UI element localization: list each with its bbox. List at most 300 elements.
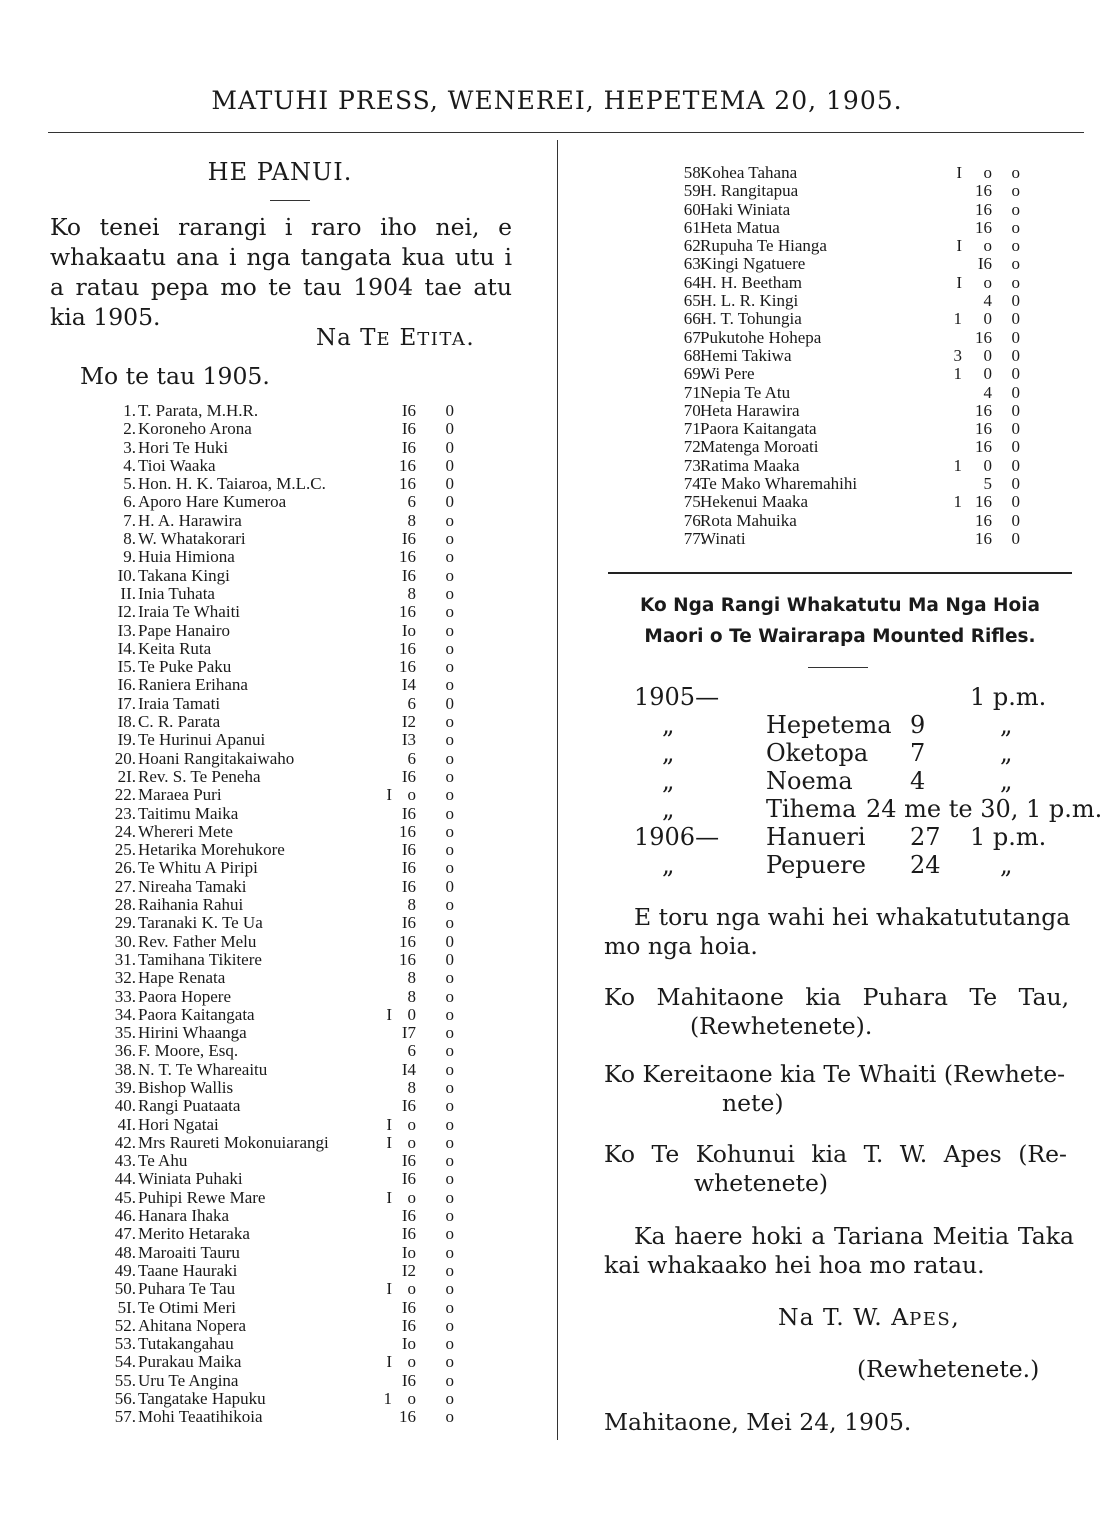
amount-shillings: I7 [401, 1023, 416, 1043]
subscriber-list-left [80, 402, 480, 1427]
amount-pence: o [1011, 163, 1020, 182]
schedule-day: 24 [910, 851, 941, 879]
list-item [80, 420, 480, 438]
amount-shillings: 0 [983, 455, 992, 475]
amount-pence: o [445, 1059, 454, 1079]
subscriber-name: Hon. H. K. Taiaroa, M.L.C. [138, 474, 326, 494]
list-item [620, 365, 1030, 383]
schedule-time: „ [1000, 767, 1013, 795]
list-item [80, 585, 480, 603]
list-item [80, 878, 480, 896]
amount-pence: o [445, 1334, 454, 1354]
amount-pence: 0 [445, 693, 454, 713]
amount-pence: o [445, 1004, 454, 1024]
subscriber-name: C. R. Parata [138, 712, 221, 732]
amount-shillings: I6 [401, 1370, 416, 1390]
sig-prefix: Na [316, 325, 352, 351]
amount-pence: o [1011, 254, 1020, 274]
amount-pence: o [445, 1023, 454, 1043]
amount-shillings: 5 [983, 474, 992, 494]
entry-number: 29. [114, 913, 136, 933]
amount-shillings: 16 [975, 199, 992, 219]
list-item [80, 475, 480, 493]
subscriber-name: Takana Kingi [138, 565, 230, 585]
schedule-day: 24 me te 30, 1 p.m. [866, 795, 1103, 823]
place-kohunui-line1: Ko Te Kohunui kia T. W. Apes (Re- [604, 1140, 1067, 1168]
subscriber-name: Te Otimi Meri [138, 1297, 236, 1317]
amount-pence: o [445, 1279, 454, 1299]
list-item [80, 1097, 480, 1115]
amount-shillings: I6 [401, 1151, 416, 1171]
amount-pence: 0 [445, 931, 454, 951]
amount-shillings: o [407, 1279, 416, 1299]
amount-pence: o [445, 858, 454, 878]
list-item [80, 1152, 480, 1170]
subscriber-name: Huia Himiona [138, 547, 235, 567]
amount-shillings: I4 [401, 1059, 416, 1079]
entry-number: II. [120, 583, 136, 603]
amount-pence: 0 [1011, 528, 1020, 548]
apes-sig-end: , [951, 1303, 960, 1331]
subscriber-name: Koroneho Arona [138, 419, 252, 439]
amount-pence: 0 [445, 492, 454, 512]
subscriber-name: Iraia Tamati [138, 693, 221, 713]
schedule-year: „ [662, 795, 675, 823]
sig-end: . [466, 325, 475, 351]
amount-pounds: 1 [383, 1389, 392, 1409]
amount-shillings: I6 [401, 840, 416, 860]
amount-pence: o [445, 638, 454, 658]
amount-shillings: 16 [399, 931, 416, 951]
list-item [80, 1042, 480, 1060]
editor-signature [316, 325, 475, 351]
subscriber-name: Winiata Puhaki [138, 1169, 243, 1189]
list-item [620, 292, 1030, 310]
dateline: Mahitaone, Mei 24, 1905. [604, 1408, 912, 1436]
schedule-day: 27 [910, 823, 941, 851]
amount-pence: 0 [1011, 400, 1020, 420]
amount-pence: o [445, 1260, 454, 1280]
amount-pounds: 3 [953, 345, 962, 365]
amount-shillings: 16 [975, 510, 992, 530]
list-item [620, 164, 1030, 182]
subscriber-name: H. T. Tohungia [700, 309, 802, 329]
amount-pence: 0 [445, 876, 454, 896]
subscriber-name: Bishop Wallis [138, 1077, 234, 1097]
entry-number: 6. [123, 492, 136, 512]
amount-pence: o [1011, 181, 1020, 201]
entry-number: 27. [114, 876, 136, 896]
amount-shillings: I2 [401, 712, 416, 732]
schedule-time: 1 p.m. [970, 683, 1047, 711]
entry-number: I2. [117, 602, 136, 622]
entry-number: I9. [117, 730, 136, 750]
list-item [620, 512, 1030, 530]
entry-number: 60. [683, 199, 705, 219]
subscriber-name: Taitimu Maika [138, 803, 239, 823]
amount-pence: o [445, 1389, 454, 1409]
subscriber-name: Rev. Father Melu [138, 931, 257, 951]
amount-pounds: I [386, 1279, 392, 1299]
list-item [620, 347, 1030, 365]
subscriber-name: Rota Mahuika [700, 510, 797, 530]
subscriber-name: Paora Hopere [138, 986, 231, 1006]
subscriber-name: N. T. Te Whareaitu [138, 1059, 268, 1079]
subscriber-name: Tioi Waaka [138, 455, 216, 475]
amount-shillings: 16 [975, 400, 992, 420]
entry-number: 1. [123, 401, 136, 420]
amount-shillings: o [407, 1114, 416, 1134]
subscriber-name: H. L. R. Kingi [700, 291, 799, 311]
amount-shillings: 8 [407, 968, 416, 988]
list-item [80, 786, 480, 804]
amount-shillings: I6 [977, 254, 992, 274]
place-kohunui [604, 1140, 1074, 1198]
list-item [620, 310, 1030, 328]
list-item [80, 1372, 480, 1390]
amount-pence: 0 [1011, 345, 1020, 365]
entry-number: 62. [683, 236, 705, 256]
entry-number: 47. [114, 1224, 136, 1244]
entry-number: 72. [683, 437, 705, 457]
year-heading: Mo te tau 1905. [80, 362, 270, 390]
amount-shillings: 16 [399, 949, 416, 969]
place-mahitaone-line1: Ko Mahitaone kia Puhara Te Tau, [604, 983, 1070, 1011]
list-item [620, 402, 1030, 420]
amount-pounds: 1 [953, 455, 962, 475]
schedule-time: „ [1000, 851, 1013, 879]
amount-pence: o [445, 1407, 454, 1427]
subscriber-name: Raihania Rahui [138, 895, 244, 915]
amount-shillings: 6 [407, 1041, 416, 1061]
subscriber-name: Te Puke Paku [138, 657, 232, 677]
entry-number: 4I. [117, 1114, 136, 1134]
entry-number: I4. [117, 638, 136, 658]
amount-shillings: I6 [401, 1096, 416, 1116]
amount-shillings: 16 [975, 528, 992, 548]
list-item [80, 713, 480, 731]
amount-shillings: I6 [401, 419, 416, 439]
entry-number: 34. [114, 1004, 136, 1024]
subscriber-name: Purakau Maika [138, 1352, 242, 1372]
amount-shillings: I6 [401, 876, 416, 896]
list-item [80, 1335, 480, 1353]
amount-shillings: 16 [975, 492, 992, 512]
amount-shillings: Io [401, 1334, 416, 1354]
amount-pence: o [1011, 217, 1020, 237]
subscriber-name: T. Parata, M.H.R. [138, 401, 259, 420]
amount-shillings: I6 [401, 913, 416, 933]
amount-pence: o [445, 785, 454, 805]
subscriber-name: Mrs Raureti Mokonuiarangi [138, 1132, 329, 1152]
amount-pence: o [445, 840, 454, 860]
apes-sig-small: PES [909, 1309, 952, 1330]
amount-shillings: 8 [407, 986, 416, 1006]
amount-pence: o [445, 913, 454, 933]
list-item [80, 933, 480, 951]
entry-number: 28. [114, 895, 136, 915]
subscriber-name: Raniera Erihana [138, 675, 248, 695]
list-item [620, 438, 1030, 456]
amount-pence: 0 [445, 419, 454, 439]
list-item [80, 457, 480, 475]
subscriber-name: H. Rangitapua [700, 181, 799, 201]
subscriber-name: Rangi Puataata [138, 1096, 241, 1116]
subscriber-name: Hekenui Maaka [700, 492, 809, 512]
subscriber-name: Hoani Rangitakaiwaho [138, 748, 295, 768]
entry-number: 59. [683, 181, 705, 201]
amount-pence: o [445, 657, 454, 677]
list-item [80, 1317, 480, 1335]
amount-shillings: 16 [975, 327, 992, 347]
list-item [620, 201, 1030, 219]
subscriber-name: Paora Kaitangata [700, 419, 817, 439]
entry-number: 58. [683, 163, 705, 182]
amount-pence: o [445, 730, 454, 750]
amount-pence: o [445, 1096, 454, 1116]
amount-pounds: I [386, 1352, 392, 1372]
entry-number: 71. [683, 419, 705, 439]
subscriber-name: Wi Pere [700, 364, 755, 384]
subscriber-name: Aporo Hare Kumeroa [138, 492, 287, 512]
list-item [80, 1225, 480, 1243]
amount-pounds: I [386, 1132, 392, 1152]
amount-pence: o [445, 620, 454, 640]
list-item [80, 914, 480, 932]
entry-number: 38. [114, 1059, 136, 1079]
subscriber-name: Taane Hauraki [138, 1260, 238, 1280]
subscriber-name: Ratima Maaka [700, 455, 800, 475]
entry-number: 76. [683, 510, 705, 530]
drill-heading-line1: Ko Nga Rangi Whakatutu Ma Nga Hoia [639, 595, 1041, 616]
amount-shillings: I6 [401, 766, 416, 786]
subscriber-name: Paora Kaitangata [138, 1004, 255, 1024]
schedule-month: Tihema [766, 795, 857, 823]
entry-number: 74. [683, 474, 705, 494]
intro-paragraph: Ko tenei rarangi i raro iho nei, e whakaatu ana i nga tangata kua utu i a ratau pepa mo te tau 1904 tae atu kia 1905. [50, 213, 512, 331]
place-kereitaone-line1: Ko Kereitaone kia Te Whaiti (Rewhete- [604, 1060, 1066, 1088]
amount-pence: o [445, 1352, 454, 1372]
entry-number: 44. [114, 1169, 136, 1189]
amount-pence: o [445, 675, 454, 695]
drill-heading-rule [808, 667, 868, 668]
amount-pounds: 1 [953, 364, 962, 384]
subscriber-name: W. Whatakorari [138, 529, 246, 549]
amount-pence: 0 [1011, 437, 1020, 457]
list-item [620, 493, 1030, 511]
amount-pence: o [445, 1297, 454, 1317]
amount-pence: o [445, 1315, 454, 1335]
amount-pence: 0 [1011, 474, 1020, 494]
amount-shillings: I4 [401, 675, 416, 695]
amount-shillings: o [407, 1389, 416, 1409]
list-item [80, 548, 480, 566]
amount-shillings: o [407, 1132, 416, 1152]
amount-pounds: I [386, 1004, 392, 1024]
top-rule [48, 132, 1084, 133]
amount-shillings: o [407, 1352, 416, 1372]
entry-number: 70. [683, 400, 705, 420]
amount-shillings: 16 [975, 217, 992, 237]
list-item [80, 439, 480, 457]
list-item [80, 1207, 480, 1225]
amount-pence: o [445, 766, 454, 786]
list-item [80, 658, 480, 676]
subscriber-name: Hori Te Huki [138, 437, 229, 457]
amount-pence: 0 [445, 455, 454, 475]
list-item [80, 1134, 480, 1152]
schedule-day: 4 [910, 767, 926, 795]
entry-number: 31. [114, 949, 136, 969]
amount-pence: o [445, 1114, 454, 1134]
subscriber-name: Ahitana Nopera [138, 1315, 247, 1335]
list-item [620, 255, 1030, 273]
entry-number: 50. [114, 1279, 136, 1299]
amount-shillings: 16 [975, 419, 992, 439]
amount-pounds: 1 [953, 492, 962, 512]
entry-number: 43. [114, 1151, 136, 1171]
schedule-year: „ [662, 767, 675, 795]
place-kereitaone [604, 1060, 1074, 1118]
amount-pence: o [445, 1151, 454, 1171]
drill-heading-line2: Maori o Te Wairarapa Mounted Rifles. [644, 626, 1036, 647]
amount-pounds: I [386, 785, 392, 805]
amount-shillings: 4 [983, 291, 992, 311]
amount-shillings: I3 [401, 730, 416, 750]
subscriber-name: Taranaki K. Te Ua [138, 913, 263, 933]
amount-shillings: I6 [401, 1224, 416, 1244]
subscriber-name: Maroaiti Tauru [138, 1242, 240, 1262]
amount-shillings: I6 [401, 565, 416, 585]
amount-pounds: I [956, 163, 962, 182]
amount-shillings: 0 [983, 345, 992, 365]
amount-pounds: 1 [953, 309, 962, 329]
entry-number: 67. [683, 327, 705, 347]
schedule-day: 7 [910, 739, 926, 767]
schedule-year: 1905— [634, 683, 720, 711]
list-item [80, 622, 480, 640]
subscriber-name: Kohea Tahana [700, 163, 798, 182]
subscriber-name: Pape Hanairo [138, 620, 231, 640]
entry-number: 26. [114, 858, 136, 878]
subscriber-name: Heta Matua [700, 217, 780, 237]
subscriber-name: Kingi Ngatuere [700, 254, 806, 274]
list-item [80, 805, 480, 823]
list-item [80, 823, 480, 841]
entry-number: 53. [114, 1334, 136, 1354]
list-item [80, 1244, 480, 1262]
schedule-time: „ [1000, 739, 1013, 767]
amount-pence: o [1011, 272, 1020, 292]
amount-pence: 0 [1011, 364, 1020, 384]
list-item [80, 951, 480, 969]
list-item [80, 731, 480, 749]
entry-number: 77. [683, 528, 705, 548]
entry-number: 2I. [117, 766, 136, 786]
subscriber-name: Uru Te Angina [138, 1370, 239, 1390]
amount-pence: 0 [1011, 419, 1020, 439]
amount-shillings: I6 [401, 858, 416, 878]
column-divider [557, 140, 558, 1440]
schedule-year: „ [662, 851, 675, 879]
subscriber-name: Nireaha Tamaki [138, 876, 247, 896]
sig-small2: TITA [417, 329, 467, 350]
entry-number: 71. [683, 382, 705, 402]
entry-number: I6. [117, 675, 136, 695]
list-item [80, 750, 480, 768]
amount-pence: o [445, 547, 454, 567]
amount-shillings: 8 [407, 583, 416, 603]
amount-pence: o [445, 583, 454, 603]
entry-number: 54. [114, 1352, 136, 1372]
place-kereitaone-line2: nete) [722, 1089, 784, 1117]
entry-number: 22. [114, 785, 136, 805]
subscriber-name: Te Whitu A Piripi [138, 858, 258, 878]
schedule-day: 9 [910, 711, 926, 739]
amount-shillings: o [407, 785, 416, 805]
list-item [80, 512, 480, 530]
schedule-time: 1 p.m. [970, 823, 1047, 851]
schedule-month: Noema [766, 767, 853, 795]
subscriber-name: Winati [700, 528, 746, 548]
subscriber-name: Puhipi Rewe Mare [138, 1187, 266, 1207]
schedule-year: „ [662, 739, 675, 767]
entry-number: 4. [123, 455, 136, 475]
schedule-year: 1906— [634, 823, 720, 851]
list-item [80, 1061, 480, 1079]
amount-pence: o [445, 602, 454, 622]
entry-number: 8. [123, 529, 136, 549]
amount-pence: o [445, 1224, 454, 1244]
subscriber-name: Whereri Mete [138, 821, 233, 841]
amount-pence: o [445, 803, 454, 823]
amount-pence: o [445, 1370, 454, 1390]
entry-number: 48. [114, 1242, 136, 1262]
subscriber-name: Hori Ngatai [138, 1114, 219, 1134]
entry-number: 5. [123, 474, 136, 494]
subscriber-name: Hape Renata [138, 968, 226, 988]
amount-pence: 0 [445, 401, 454, 420]
amount-pounds: I [386, 1114, 392, 1134]
list-item [80, 493, 480, 511]
amount-shillings: o [983, 236, 992, 256]
amount-shillings: o [983, 163, 992, 182]
entry-number: I8. [117, 712, 136, 732]
entry-number: 73. [683, 455, 705, 475]
list-item [620, 182, 1030, 200]
list-item [80, 603, 480, 621]
amount-shillings: 16 [399, 1407, 416, 1427]
amount-shillings: 0 [983, 364, 992, 384]
entry-number: 66. [683, 309, 705, 329]
masthead: MATUHI PRESS, WENEREI, HEPETEMA 20, 1905. [211, 86, 903, 115]
amount-pence: 0 [445, 474, 454, 494]
amount-shillings: I6 [401, 1206, 416, 1226]
amount-pence: 0 [445, 437, 454, 457]
list-item [80, 1280, 480, 1298]
subscriber-name: Hemi Takiwa [700, 345, 792, 365]
list-item [620, 274, 1030, 292]
subscriber-name: F. Moore, Esq. [138, 1041, 239, 1061]
paragraph-places: E toru nga wahi hei whakatututanga mo nga hoia. [604, 903, 1071, 960]
amount-pence: o [445, 1187, 454, 1207]
list-item [80, 768, 480, 786]
schedule-year: „ [662, 711, 675, 739]
entry-number: 49. [114, 1260, 136, 1280]
entry-number: 40. [114, 1096, 136, 1116]
subscriber-name: Tangatake Hapuku [138, 1389, 266, 1409]
entry-number: 24. [114, 821, 136, 841]
